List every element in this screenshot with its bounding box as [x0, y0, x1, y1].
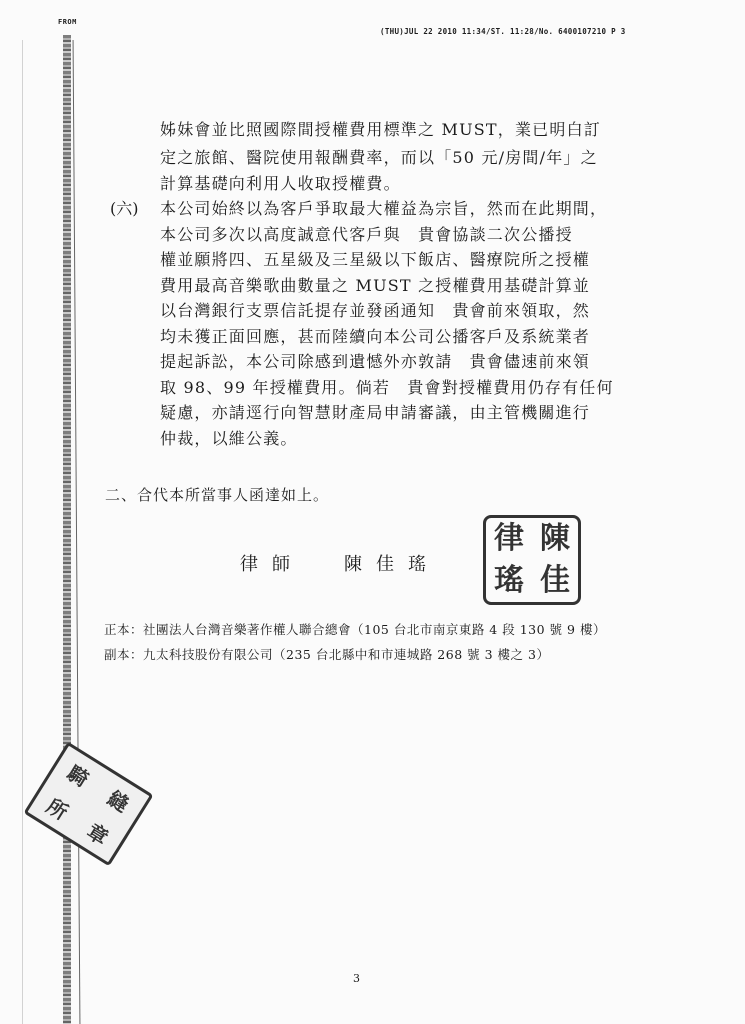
item-six-line: 以台灣銀行支票信託提存並發函通知 貴會前來領取，然	[160, 301, 591, 320]
item-six-line: 本公司始終以為客戶爭取最大權益為宗旨，然而在此期間，	[160, 199, 608, 218]
seal-char: 佳	[540, 563, 570, 598]
cc-copy-recipient: 副本：九太科技股份有限公司（235 台北縣中和市連城路 268 號 3 樓之 3）	[104, 647, 550, 662]
seam-stamp	[23, 742, 153, 867]
item-six-body	[160, 196, 620, 451]
cc-original-recipient: 正本：社團法人台灣音樂著作權人聯合總會（105 台北市南京東路 4 段 130 號 9 樓）	[104, 622, 606, 637]
item-six-line: 本公司多次以高度誠意代客戶與 貴會協談二次公播授	[160, 224, 573, 244]
item-six-label: (六)	[110, 199, 139, 218]
page-number: 3	[353, 972, 360, 985]
stamp-char: 章	[82, 818, 113, 850]
continuation-line-2: 定之旅館、醫院使用報酬費率，而以「50 元/房間/年」之	[160, 148, 598, 167]
seal-char: 陳	[540, 521, 570, 556]
stamp-char: 騎	[63, 760, 93, 792]
fax-header: (THU)JUL 22 2010 11:34/ST. 11:28/No. 6400107210 P 3	[380, 27, 626, 36]
seal-char: 瑤	[494, 563, 524, 598]
signature-name: 陳佳瑤	[344, 554, 440, 575]
continuation-line-3: 計算基礎向利用人收取授權費。	[160, 174, 401, 193]
signature-title: 律師	[240, 554, 304, 575]
stamp-char: 縫	[103, 785, 134, 817]
item-six-line: 均未獲正面回應，甚而陸續向本公司公播客戶及系統業者	[160, 326, 591, 346]
closing-statement: 二、合代本所當事人函達如上。	[105, 486, 330, 504]
item-six-line: 提起訴訟，本公司除感到遺憾外亦敦請 貴會儘速前來領	[160, 352, 591, 371]
margin-line	[73, 40, 81, 1024]
item-six-line: 疑慮，亦請逕行向智慧財產局申請審議，由主管機關進行	[160, 403, 591, 422]
fax-from-label: FROM	[58, 18, 77, 26]
item-six-line: 權並願將四、五星級及三星級以下飯店、醫療院所之授權	[160, 250, 591, 269]
binding-edge	[63, 35, 71, 1024]
item-six-line: 仲裁，以維公義。	[160, 428, 298, 448]
item-six-line: 取 98、99 年授權費用。倘若 貴會對授權費用仍存有任何	[160, 377, 614, 397]
continuation-line-1: 姊妹會並比照國際間授權費用標準之 MUST，業已明白訂	[160, 120, 601, 139]
scan-edge-line	[22, 40, 23, 1024]
stamp-char: 所	[42, 793, 73, 825]
seal-char: 律	[494, 521, 524, 556]
lawyer-seal	[483, 515, 581, 605]
signature-line	[240, 550, 440, 576]
item-six-line: 費用最高音樂歌曲數量之 MUST 之授權費用基礎計算並	[160, 275, 591, 295]
